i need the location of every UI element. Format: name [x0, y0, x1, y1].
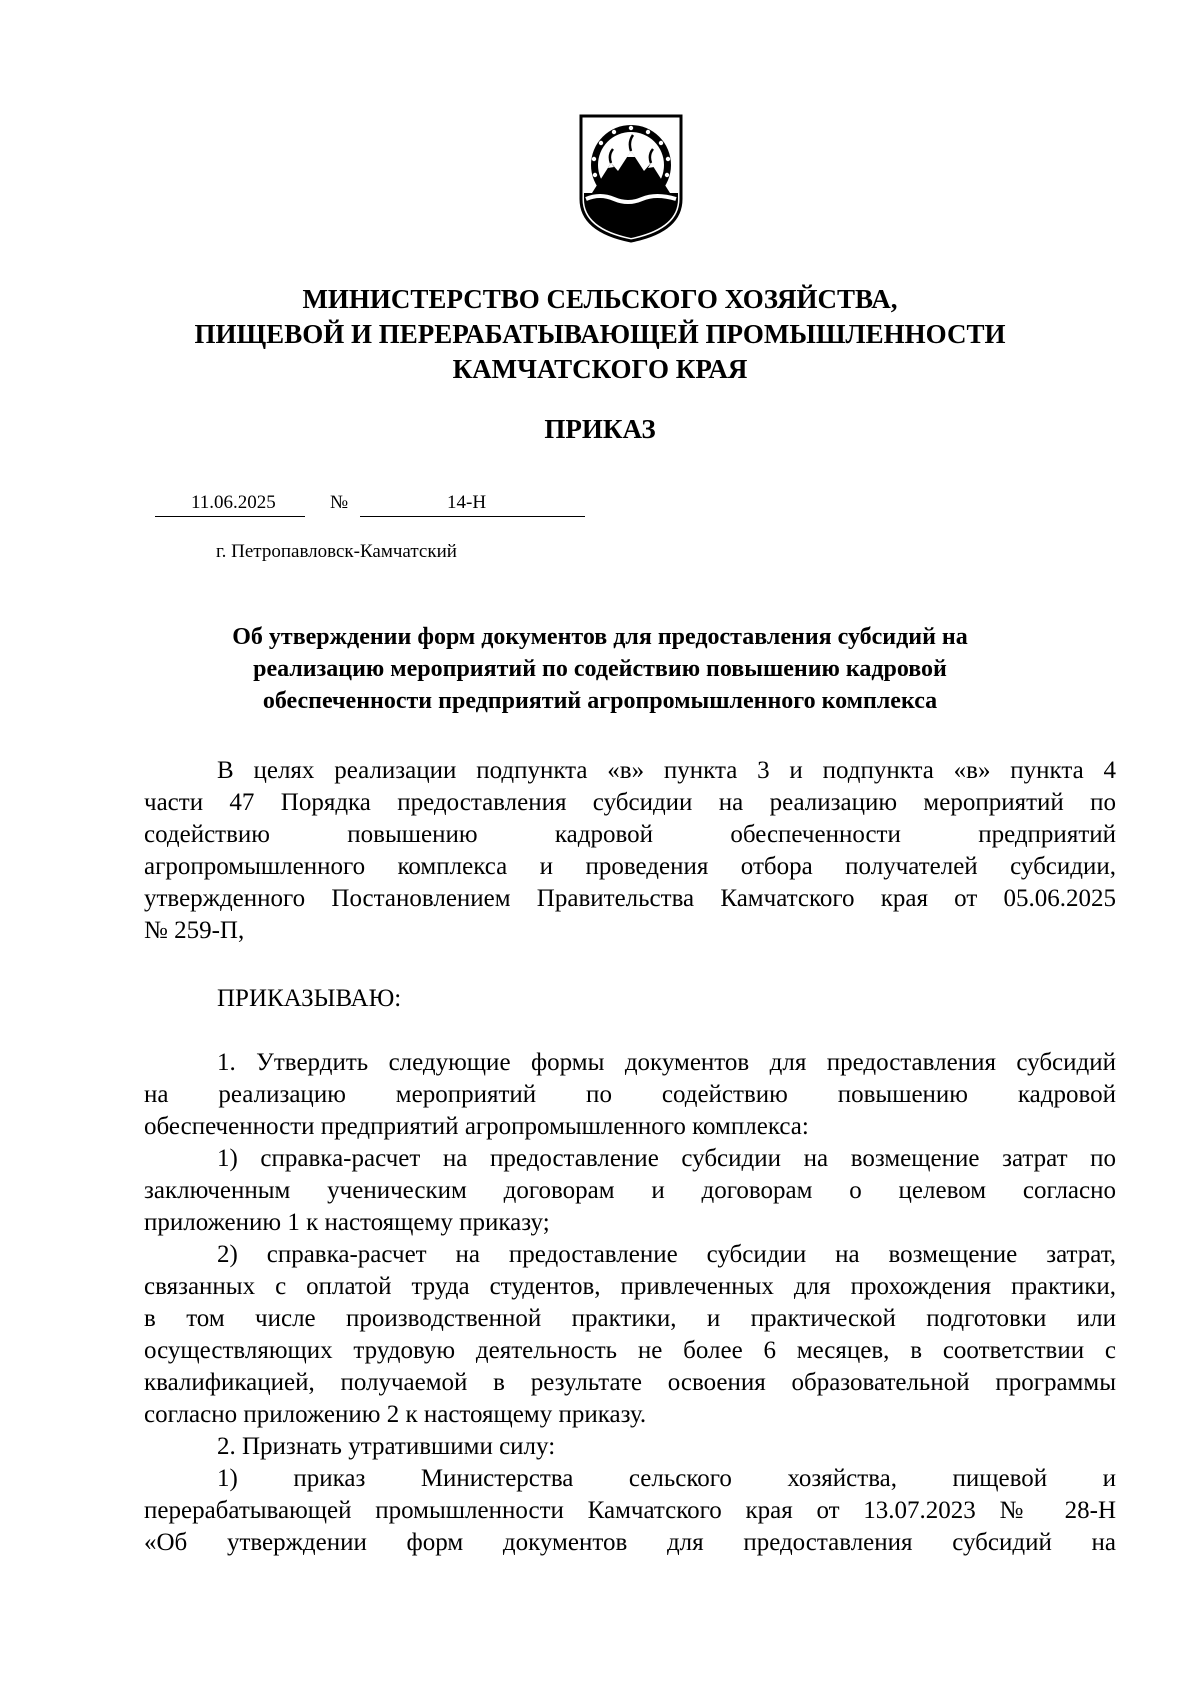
item2-sub1-line-3: «Об утверждении форм документов для предоставления субсидий на — [144, 1529, 1116, 1556]
ministry-line-2: ПИЩЕВОЙ И ПЕРЕРАБАТЫВАЮЩЕЙ ПРОМЫШЛЕННОСТИ — [194, 319, 1006, 349]
order-title — [120, 621, 1080, 717]
preamble-line-5: утвержденного Постановлением Правительства Камчатского края от 05.06.2025 — [144, 885, 1116, 912]
order-number: 14-Н — [447, 492, 487, 513]
title-line-3: обеспеченности предприятий агропромышленного комплекса — [262, 688, 938, 714]
ministry-heading — [100, 282, 1100, 387]
command-word: ПРИКАЗЫВАЮ: — [217, 985, 402, 1012]
item1-sub1-line-1: 1) справка-расчет на предоставление субсидии на возмещение затрат по — [217, 1145, 1116, 1172]
title-line-2: реализацию мероприятий по содействию повышению кадровой — [253, 656, 947, 682]
item2-line: 2. Признать утратившими силу: — [217, 1433, 556, 1460]
preamble-line-3: содействию повышению кадровой обеспеченности предприятий — [144, 821, 1116, 848]
coat-of-arms-icon — [578, 113, 684, 243]
preamble-line-4: агропромышленного комплекса и проведения отбора получателей субсидии, — [144, 853, 1116, 880]
item1-sub2-line-2: связанных с оплатой труда студентов, привлеченных для прохождения практики, — [144, 1273, 1116, 1300]
preamble-line-2: части 47 Порядка предоставления субсидии на реализацию мероприятий по — [144, 789, 1116, 816]
preamble-line-6: № 259-П, — [144, 917, 245, 944]
item1-line-3: обеспеченности предприятий агропромышленного комплекса: — [144, 1113, 809, 1140]
item1-sub2-line-1: 2) справка-расчет на предоставление субсидии на возмещение затрат, — [217, 1241, 1116, 1268]
date-underline — [155, 516, 305, 517]
item2-sub1-line-1: 1) приказ Министерства сельского хозяйства, пищевой и — [217, 1465, 1116, 1492]
item1-line-1: 1. Утвердить следующие формы документов для предоставления субсидий — [217, 1049, 1116, 1076]
preamble-line-1: В целях реализации подпункта «в» пункта 3 и подпункта «в» пункта 4 — [217, 757, 1116, 784]
number-underline — [360, 516, 585, 517]
item1-sub1-line-3: приложению 1 к настоящему приказу; — [144, 1209, 550, 1236]
item1-line-2: на реализацию мероприятий по содействию повышению кадровой — [144, 1081, 1116, 1108]
order-date: 11.06.2025 — [191, 492, 276, 513]
title-line-1: Об утверждении форм документов для предоставления субсидий на — [232, 624, 968, 650]
city: г. Петропавловск-Камчатский — [216, 541, 457, 562]
item2-sub1-line-2: перерабатывающей промышленности Камчатского края от 13.07.2023 № 28-Н — [144, 1497, 1116, 1524]
item1-sub2-line-5: квалификацией, получаемой в результате освоения образовательной программы — [144, 1369, 1116, 1396]
date-number-line — [155, 489, 585, 517]
item1-sub2-line-3: в том числе производственной практики, и практической подготовки или — [144, 1305, 1116, 1332]
ministry-line-1: МИНИСТЕРСТВО СЕЛЬСКОГО ХОЗЯЙСТВА, — [302, 284, 898, 314]
item1-sub2-line-4: осуществляющих трудовую деятельность не более 6 месяцев, в соответствии с — [144, 1337, 1116, 1364]
ministry-line-3: КАМЧАТСКОГО КРАЯ — [452, 354, 748, 384]
item1-sub1-line-2: заключенным ученическим договорам и договорам о целевом согласно — [144, 1177, 1116, 1204]
preamble-paragraph — [144, 755, 1116, 947]
document-type: ПРИКАЗ — [544, 414, 656, 444]
item1-sub2-line-6: согласно приложению 2 к настоящему приказу. — [144, 1401, 647, 1428]
order-items — [144, 1047, 1116, 1559]
number-sign: № — [330, 492, 349, 513]
